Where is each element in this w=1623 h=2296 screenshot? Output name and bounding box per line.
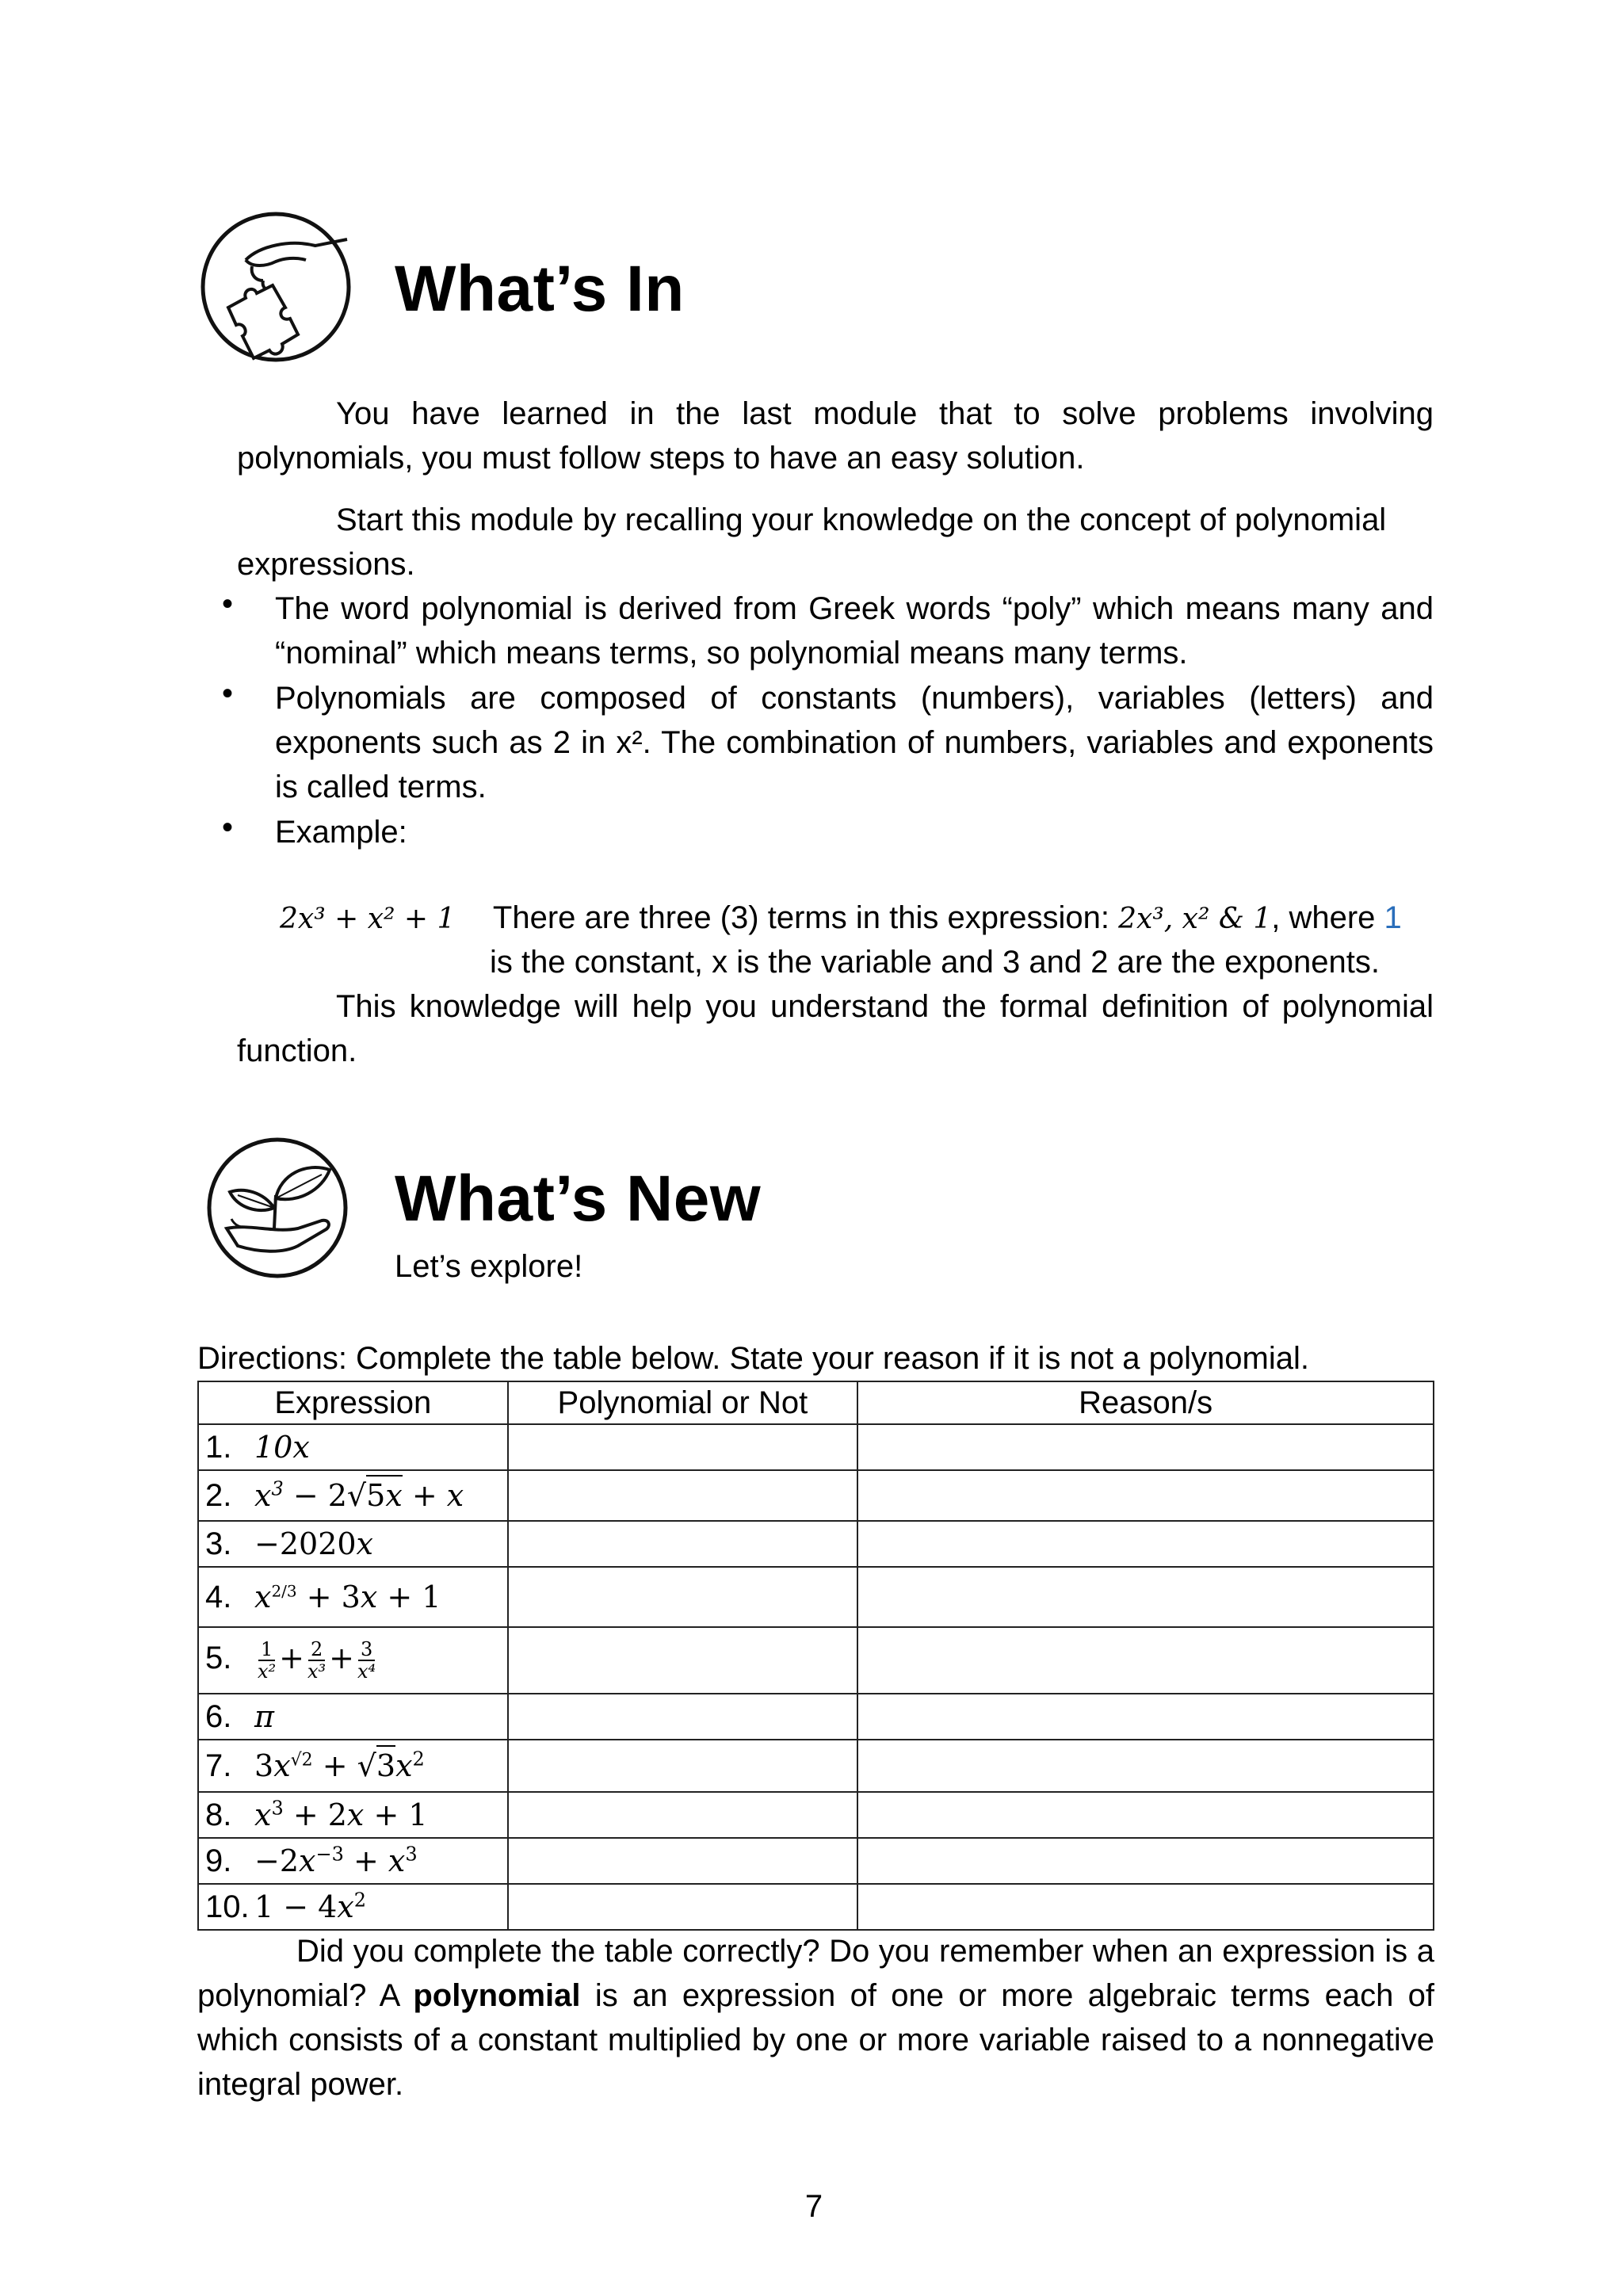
page-number: 7 (804, 2189, 823, 2224)
example-constant: 1 (1384, 900, 1402, 935)
polynomial-answer-cell[interactable] (508, 1740, 858, 1792)
table-row (198, 1694, 1434, 1740)
expression-cell (198, 1424, 508, 1470)
row-number: 5. (205, 1640, 232, 1675)
row-number: 3. (205, 1526, 232, 1561)
polynomial-table (197, 1381, 1434, 1931)
intro-text: You have learned in the last module that to solve problems involving polynomials, you must follow steps to have an easy solution. (237, 396, 1434, 476)
section-title-whats-in: What’s In (395, 253, 685, 325)
expression-cell (198, 1627, 508, 1694)
table-row (198, 1567, 1434, 1627)
closing-paragraph (197, 1929, 1434, 2107)
intro-paragraph (237, 392, 1434, 480)
reason-cell[interactable] (857, 1694, 1434, 1740)
row-number: 8. (205, 1797, 232, 1832)
reason-cell[interactable] (857, 1470, 1434, 1521)
table-row (198, 1627, 1434, 1694)
table-header-row (198, 1381, 1434, 1424)
reason-cell[interactable] (857, 1838, 1434, 1884)
polynomial-answer-cell[interactable] (508, 1567, 858, 1627)
bullet-marker: • (222, 586, 234, 621)
expression: $1 - 4x^2$ (254, 1889, 367, 1924)
reason-cell[interactable] (857, 1627, 1434, 1694)
recall-paragraph (237, 498, 1426, 586)
expression-cell (198, 1740, 508, 1792)
reason-cell[interactable] (857, 1792, 1434, 1838)
reason-cell[interactable] (857, 1567, 1434, 1627)
polynomial-answer-cell[interactable] (508, 1470, 858, 1521)
polynomial-answer-cell[interactable] (508, 1627, 858, 1694)
row-number: 7. (205, 1748, 232, 1783)
knowledge-text: This knowledge will help you understand the formal definition of polynomial function. (237, 989, 1434, 1068)
expression-cell (198, 1521, 508, 1567)
polynomial-answer-cell[interactable] (508, 1884, 858, 1930)
expression: $\frac{1}{\text{x²}}$ + $\frac{2}{\text{x³}}$ + $\frac{3}{\text{x⁴}}$ (258, 1638, 376, 1683)
bullet-item: Example: (275, 815, 407, 850)
directions: Directions: Complete the table below. State your reason if it is not a polynomial. (197, 1341, 1309, 1376)
polynomial-answer-cell[interactable] (508, 1694, 858, 1740)
polynomial-answer-cell[interactable] (508, 1521, 858, 1567)
expression: $x^3 + 2x + 1$ (254, 1797, 428, 1832)
seedling-hand-icon (203, 1135, 353, 1281)
row-number: 9. (205, 1843, 232, 1878)
table-row (198, 1740, 1434, 1792)
table-row (198, 1884, 1434, 1930)
row-number: 1. (205, 1429, 232, 1465)
table-row (198, 1521, 1434, 1567)
puzzle-hand-icon (197, 204, 352, 366)
closing-text-1: Did you complete the table correctly? Do you remember when an expression is a polynomial? A (197, 1934, 1434, 2013)
column-header: Reason/s (857, 1381, 1434, 1424)
recall-text: Start this module by recalling your knowledge on the concept of polynomial expressions. (237, 502, 1387, 582)
expression-cell (198, 1792, 508, 1838)
expression-cell (198, 1470, 508, 1521)
polynomial-answer-cell[interactable] (508, 1424, 858, 1470)
bullet-marker: • (222, 676, 234, 711)
section-title-whats-new: What’s New (395, 1163, 762, 1235)
reason-cell[interactable] (857, 1884, 1434, 1930)
reason-cell[interactable] (857, 1740, 1434, 1792)
row-number: 6. (205, 1698, 232, 1734)
example-terms: 2x³, x² & 1 (1118, 903, 1272, 935)
expression-cell (198, 1884, 508, 1930)
expression: −2020x (254, 1526, 373, 1561)
expression-cell (198, 1838, 508, 1884)
polynomial-term: polynomial (413, 1978, 581, 2013)
expression: π (254, 1698, 274, 1734)
expression-cell (198, 1694, 508, 1740)
reason-cell[interactable] (857, 1424, 1434, 1470)
example-block (280, 896, 1437, 942)
expression: $-2x^{-3} + x^3$ (254, 1843, 418, 1878)
reason-cell[interactable] (857, 1521, 1434, 1567)
example-text-b: , where (1271, 900, 1376, 935)
table-row (198, 1424, 1434, 1470)
column-header: Polynomial or Not (508, 1381, 858, 1424)
example-text-a: There are three (3) terms in this expression: (492, 900, 1109, 935)
example-continuation: is the constant, x is the variable and 3 and 2 are the exponents. (490, 945, 1380, 980)
bullet-marker: • (222, 810, 234, 845)
closing-text-2: is an expression of one or more algebraic terms each of which consists of a constant multiplied by one or more variable raised to a nonnegative integral power. (197, 1978, 1435, 2102)
row-number: 4. (205, 1579, 232, 1614)
expression: $x^3 - 2√5x + x$ (254, 1478, 464, 1513)
table-row (198, 1838, 1434, 1884)
example-expression: 2x³ + x² + 1 (280, 903, 456, 935)
table-row (198, 1792, 1434, 1838)
polynomial-answer-cell[interactable] (508, 1838, 858, 1884)
row-number: 2. (205, 1477, 232, 1513)
expression: $x^{2/3} + 3x + 1$ (254, 1579, 441, 1614)
table-row (198, 1470, 1434, 1521)
subtitle: Let’s explore! (395, 1249, 583, 1284)
expression: $3x^{√2} + √3x^2$ (254, 1748, 425, 1783)
column-header: Expression (198, 1381, 508, 1424)
bullet-item: The word polynomial is derived from Greek words “poly” which means many and “nominal” which means terms, so polynomial means many terms. (275, 591, 1434, 670)
knowledge-paragraph (237, 984, 1434, 1073)
row-number: 10. (205, 1889, 250, 1924)
expression-cell (198, 1567, 508, 1627)
bullet-item: Polynomials are composed of constants (numbers), variables (letters) and exponents such as 2 in x². The combination of numbers, variables and exponents is called terms. (275, 681, 1434, 804)
expression: 10x (254, 1429, 310, 1465)
polynomial-answer-cell[interactable] (508, 1792, 858, 1838)
